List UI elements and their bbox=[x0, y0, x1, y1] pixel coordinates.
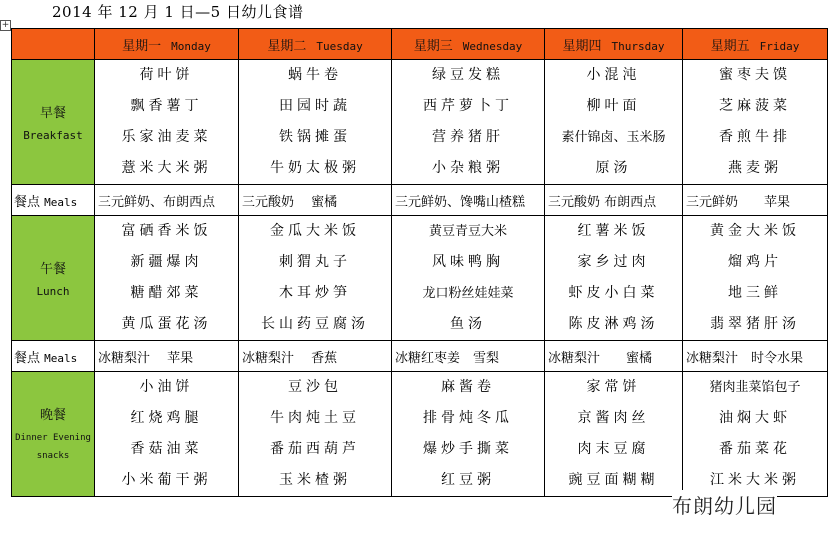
dinner-label: 晚餐 Dinner Evening snacks bbox=[12, 372, 95, 497]
breakfast-label: 早餐 Breakfast bbox=[12, 60, 95, 185]
breakfast-thursday: 小混沌 柳叶面 素什锦卤、玉米肠 原汤 bbox=[545, 60, 683, 185]
weekly-menu-table bbox=[11, 28, 828, 497]
page-title: 2014 年 12 月 1 日—5 日幼儿食谱 bbox=[52, 3, 304, 21]
dinner-thursday: 家常饼 京酱肉丝 肉末豆腐 豌豆面糊糊 bbox=[545, 372, 683, 497]
morning-snack-thursday: 三元酸奶 布朗西点 bbox=[545, 185, 683, 216]
afternoon-snack-tuesday: 冰糖梨汁 香蕉 bbox=[239, 341, 392, 372]
breakfast-row bbox=[12, 60, 828, 185]
dinner-wednesday: 麻酱卷 排骨炖冬瓜 爆炒手撕菜 红豆粥 bbox=[392, 372, 545, 497]
day-header-wednesday: 星期三 Wednesday bbox=[392, 29, 545, 60]
day-header-friday: 星期五 Friday bbox=[683, 29, 828, 60]
afternoon-snack-row bbox=[12, 341, 828, 372]
lunch-label: 午餐 Lunch bbox=[12, 216, 95, 341]
day-header-monday: 星期一 Monday bbox=[95, 29, 239, 60]
lunch-monday: 富硒香米饭 新疆爆肉 糖醋郊菜 黄瓜蛋花汤 bbox=[95, 216, 239, 341]
header-corner bbox=[12, 29, 95, 60]
morning-snack-row bbox=[12, 185, 828, 216]
header-row bbox=[12, 29, 828, 60]
dinner-friday: 猪肉韭菜馅包子 油焖大虾 番茄菜花 江米大米粥 bbox=[683, 372, 828, 497]
afternoon-snack-wednesday: 冰糖红枣姜 雪梨 bbox=[392, 341, 545, 372]
morning-snack-friday: 三元鲜奶 苹果 bbox=[683, 185, 828, 216]
morning-snack-label: 餐点 Meals bbox=[12, 185, 95, 216]
dinner-tuesday: 豆沙包 牛肉炖土豆 番茄西葫芦 玉米楂粥 bbox=[239, 372, 392, 497]
day-header-thursday: 星期四 Thursday bbox=[545, 29, 683, 60]
lunch-tuesday: 金瓜大米饭 刺猬丸子 木耳炒笋 长山药豆腐汤 bbox=[239, 216, 392, 341]
afternoon-snack-label: 餐点 Meals bbox=[12, 341, 95, 372]
morning-snack-tuesday: 三元酸奶 蜜橘 bbox=[239, 185, 392, 216]
breakfast-friday: 蜜枣夫馍 芝麻菠菜 香煎牛排 燕麦粥 bbox=[683, 60, 828, 185]
afternoon-snack-thursday: 冰糖梨汁 蜜橘 bbox=[545, 341, 683, 372]
breakfast-wednesday: 绿豆发糕 西芹萝卜丁 营养猪肝 小杂粮粥 bbox=[392, 60, 545, 185]
dinner-monday: 小油饼 红烧鸡腿 香菇油菜 小米葡干粥 bbox=[95, 372, 239, 497]
afternoon-snack-monday: 冰糖梨汁 苹果 bbox=[95, 341, 239, 372]
lunch-row bbox=[12, 216, 828, 341]
lunch-thursday: 红薯米饭 家乡过肉 虾皮小白菜 陈皮淋鸡汤 bbox=[545, 216, 683, 341]
morning-snack-monday: 三元鲜奶、布朗西点 bbox=[95, 185, 239, 216]
kindergarten-watermark: 布朗幼儿园 bbox=[672, 490, 777, 519]
lunch-friday: 黄金大米饭 熘鸡片 地三鲜 翡翠猪肝汤 bbox=[683, 216, 828, 341]
lunch-wednesday: 黄豆青豆大米 风味鸭胸 龙口粉丝娃娃菜 鱼汤 bbox=[392, 216, 545, 341]
afternoon-snack-friday: 冰糖梨汁 时令水果 bbox=[683, 341, 828, 372]
day-header-tuesday: 星期二 Tuesday bbox=[239, 29, 392, 60]
morning-snack-wednesday: 三元鲜奶、馋嘴山楂糕 bbox=[392, 185, 545, 216]
breakfast-monday: 荷叶饼 飘香薯丁 乐家油麦菜 薏米大米粥 bbox=[95, 60, 239, 185]
breakfast-tuesday: 蜗牛卷 田园时蔬 铁锅摊蛋 牛奶太极粥 bbox=[239, 60, 392, 185]
dinner-row bbox=[12, 372, 828, 497]
table-move-handle-icon[interactable]: + bbox=[1, 20, 10, 30]
